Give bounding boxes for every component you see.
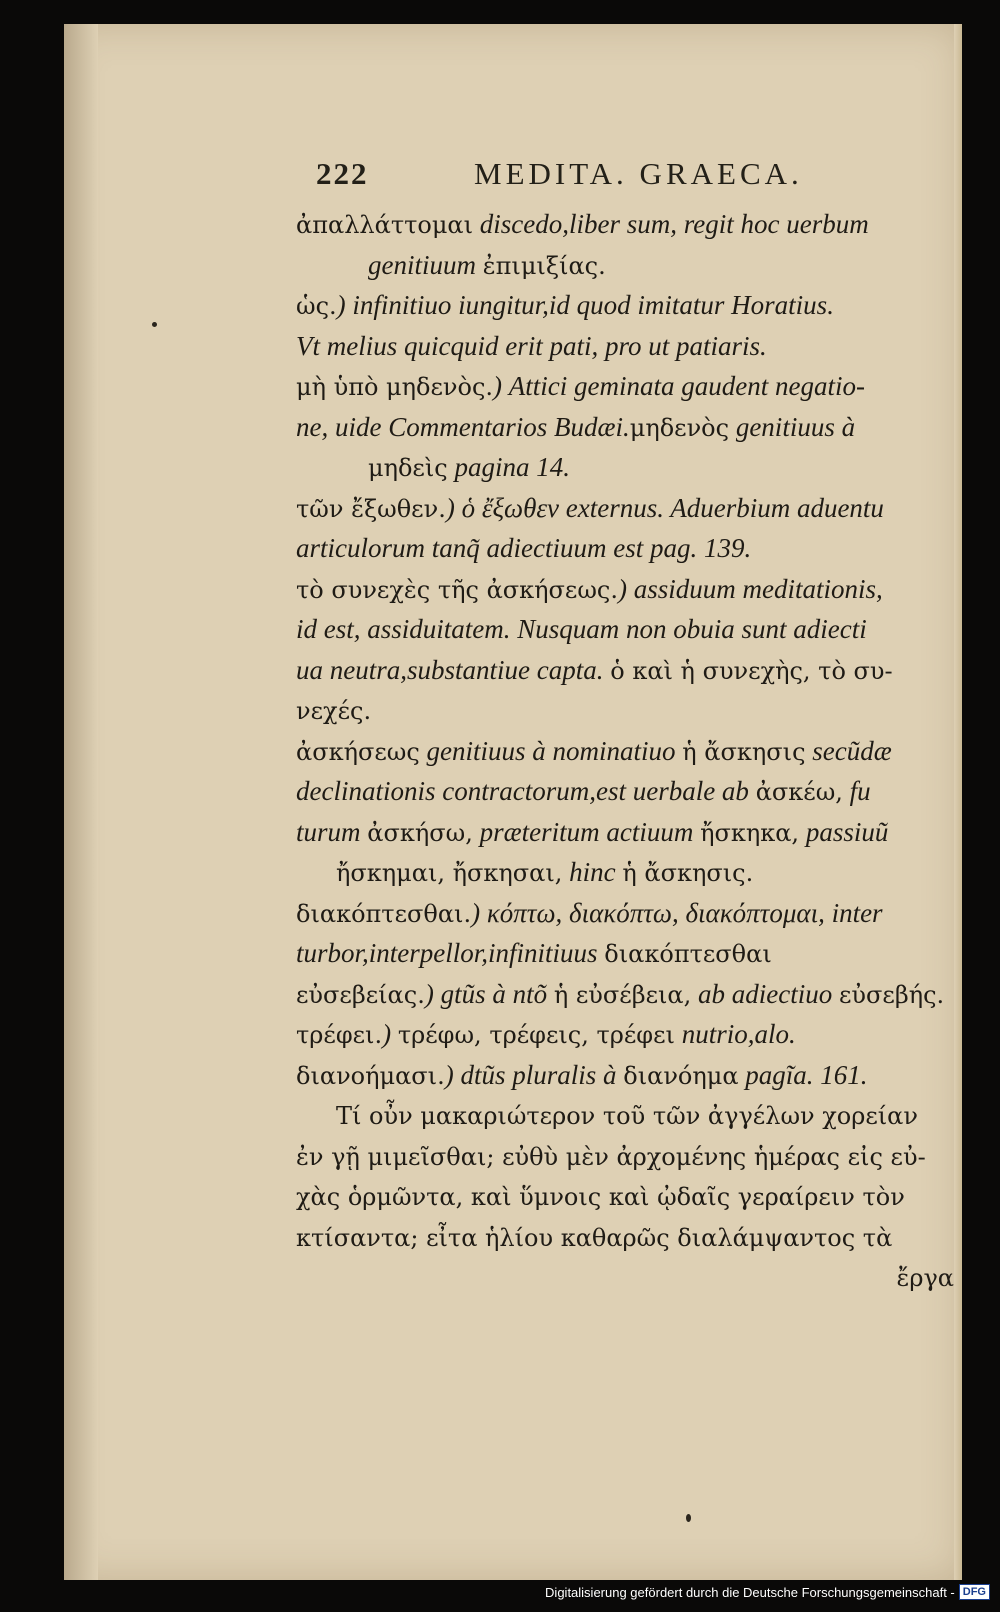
- text-line: τὸ συνεχὲς τῆς ἀσκήσεως.) assiduum meditationis,: [296, 573, 883, 604]
- book-page: [64, 24, 962, 1580]
- text-line: turum ἀσκήσω, præteritum actiuum ἤσκηκα, passiuũ: [296, 816, 889, 847]
- text-line: ἐν γῇ μιμεῖσθαι; εὐθὺ μὲν ἀρχομένης ἡμέρας εἰς εὐ-: [296, 1142, 926, 1171]
- text-line: ua neutra,substantiue capta. ὁ καὶ ἡ συνεχὴς, τὸ συ-: [296, 654, 893, 685]
- text-line: Vt melius quicquid erit pati, pro ut patiaris.: [296, 330, 767, 361]
- text-line: ἀσκήσεως genitiuus à nominatiuo ἡ ἄσκησις secũdæ: [296, 735, 892, 766]
- page-gutter: [64, 24, 98, 1580]
- running-head: MEDITA. GRAECA.: [474, 156, 803, 191]
- text-line: διανοήμασι.) dtũs pluralis à διανόημα pagĩa. 161.: [296, 1059, 868, 1090]
- body-text: [296, 204, 958, 1298]
- text-line: τρέφει.) τρέφω, τρέφεις, τρέφει nutrio,alo.: [296, 1019, 796, 1049]
- page-number: 222: [316, 156, 369, 191]
- text-line: τῶν ἔξωθεν.) ὁ ἔξωθεν externus. Aduerbium aduentu: [296, 492, 884, 523]
- ink-speck: [152, 322, 157, 327]
- text-line: turbor,interpellor,infinitiuus διακόπτεσθαι: [296, 938, 772, 968]
- text-line: id est, assiduitatem. Nusquam non obuia sunt adiecti: [296, 614, 867, 644]
- text-line: κτίσαντα; εἶτα ἡλίου καθαρῶς διαλάμψαντος τὰ: [296, 1223, 893, 1252]
- page-header: [316, 156, 956, 200]
- text-line: ὡς.) infinitiuo iungitur,id quod imitatur Horatius.: [296, 290, 834, 320]
- dfg-logo: DFG: [959, 1584, 990, 1600]
- text-line: μηδεὶς pagina 14.: [368, 452, 570, 482]
- text-line: ἤσκημαι, ἤσκησαι, hinc ἡ ἄσκησις.: [336, 857, 754, 887]
- digitization-footer: [545, 1582, 990, 1602]
- text-line: χὰς ὁρμῶντα, καὶ ὕμνοις καὶ ᾠδαῖς γεραίρειν τὸν: [296, 1183, 905, 1211]
- text-line: διακόπτεσθαι.) κόπτω, διακόπτω, διακόπτομαι, inter: [296, 897, 883, 928]
- text-line: articulorum tanq̃ adiectiuum est pag. 139.: [296, 533, 752, 563]
- text-line: genitiuum ἐπιμιξίας.: [368, 249, 606, 280]
- bottom-ornament: [686, 1514, 691, 1522]
- text-line: εὐσεβείας.) gtũs à ntõ ἡ εὐσέβεια, ab adiectiuo εὐσεβής.: [296, 978, 945, 1009]
- text-line: Τί οὖν μακαριώτερον τοῦ τῶν ἀγγέλων χορείαν: [336, 1102, 918, 1130]
- text-line: μὴ ὑπὸ μηδενὸς.) Attici geminata gaudent negatio-: [296, 371, 865, 401]
- text-line: ne, uide Commentarios Budæi.μηδενὸς genitiuus à: [296, 411, 856, 442]
- text-line: ἀπαλλάττομαι discedo,liber sum, regit hoc uerbum: [296, 209, 869, 239]
- text-line: declinationis contractorum,est uerbale ab ἀσκέω, fu: [296, 776, 871, 806]
- catchword: ἔργα: [896, 1264, 954, 1292]
- footer-credit: Digitalisierung gefördert durch die Deutsche Forschungsgemeinschaft -: [545, 1584, 955, 1600]
- text-line: νεχές.: [296, 697, 372, 725]
